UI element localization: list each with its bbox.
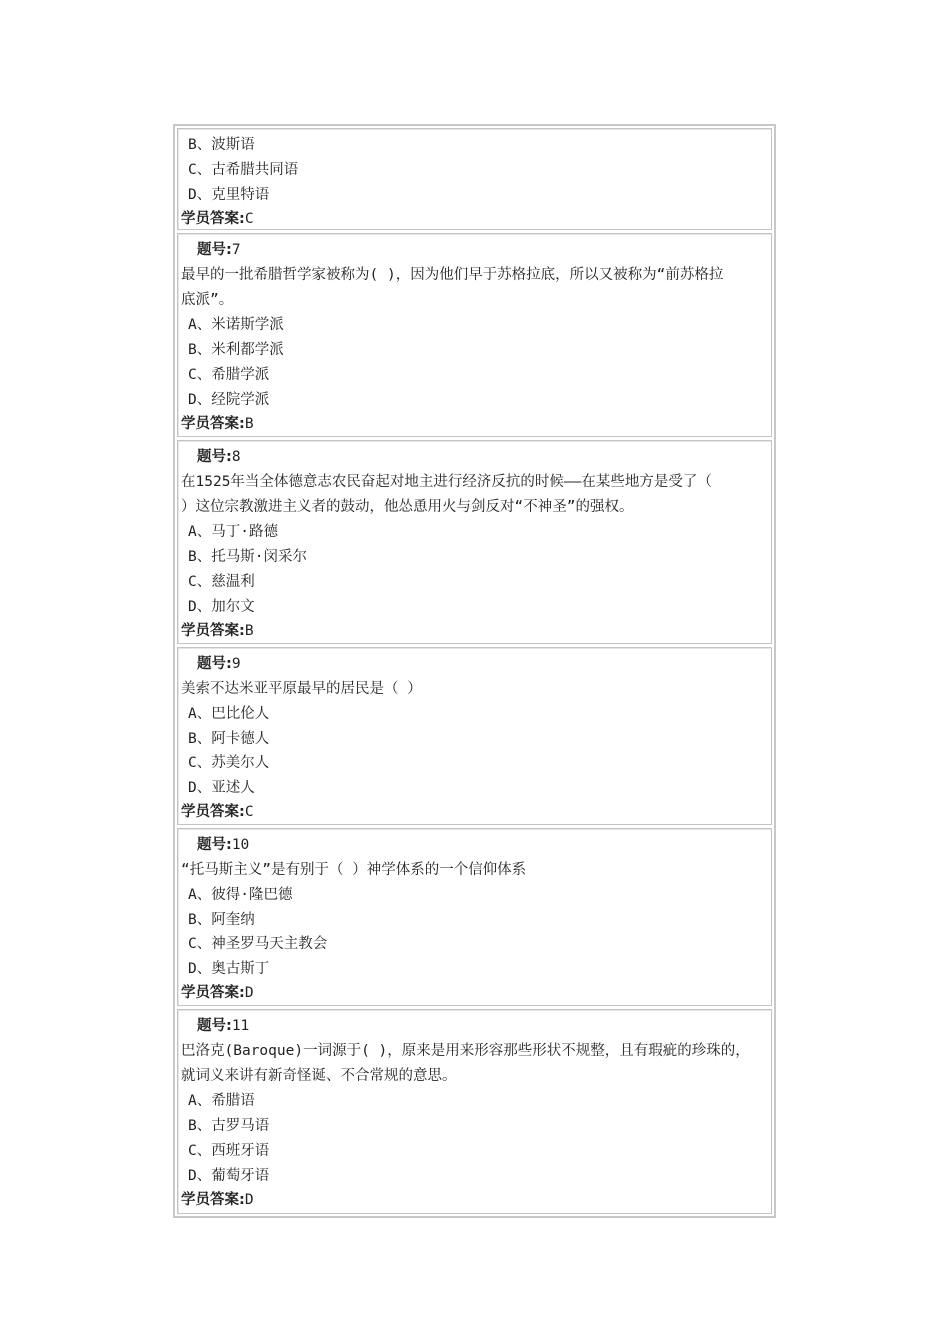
question-number [197, 833, 249, 858]
option-d: D、经院学派 [188, 392, 270, 408]
question-block-11 [177, 1009, 772, 1214]
option-c: C、西班牙语 [188, 1143, 270, 1159]
question-number [197, 238, 241, 263]
student-answer-label: 学员答案: [181, 416, 245, 432]
question-number-label: 题号: [197, 242, 232, 258]
student-answer-value: B [244, 623, 254, 639]
option-a: A、米诺斯学派 [188, 317, 284, 333]
student-answer-label: 学员答案: [181, 804, 245, 820]
student-answer-value: C [244, 804, 254, 820]
option-d: D、葡萄牙语 [188, 1168, 270, 1184]
student-answer [181, 1188, 254, 1213]
question-number [197, 652, 241, 677]
student-answer-value: C [244, 211, 254, 227]
option-c: C、慈温利 [188, 574, 255, 590]
option-a: A、巴比伦人 [188, 706, 270, 722]
question-block-7 [177, 233, 772, 437]
question-stem-line-1: 在1525年当全体德意志农民奋起对地主进行经济反抗的时候——在某些地方是受了（ [181, 474, 712, 490]
student-answer [181, 207, 254, 232]
question-stem-line-1: 巴洛克(Baroque)一词源于( )，原来是用来形容那些形状不规整，且有瑕疵的珍珠的， [181, 1043, 750, 1059]
option-c: C、苏美尔人 [188, 755, 270, 771]
option-b: B、米利都学派 [188, 342, 284, 358]
question-stem-line-2: ）这位宗教激进主义者的鼓动，他怂恿用火与剑反对“不神圣”的强权。 [181, 499, 634, 515]
option-c: C、神圣罗马天主教会 [188, 936, 328, 952]
option-b: B、波斯语 [188, 137, 255, 153]
option-b: B、阿卡德人 [188, 731, 270, 747]
quiz-frame [173, 124, 776, 1218]
option-d: D、亚述人 [188, 780, 255, 796]
question-number-value: 7 [231, 242, 241, 258]
student-answer-value: D [244, 1192, 254, 1208]
option-d: D、克里特语 [188, 187, 270, 203]
question-number-label: 题号: [197, 656, 232, 672]
student-answer [181, 981, 254, 1006]
question-number-label: 题号: [197, 837, 232, 853]
question-number-label: 题号: [197, 449, 232, 465]
question-stem-line-2: 就词义来讲有新奇怪诞、不合常规的意思。 [181, 1068, 457, 1084]
student-answer-label: 学员答案: [181, 623, 245, 639]
option-a: A、马丁·路德 [188, 524, 278, 540]
question-stem-line-1: 美索不达米亚平原最早的居民是（ ） [181, 681, 422, 697]
student-answer-label: 学员答案: [181, 985, 245, 1001]
question-number-value: 10 [231, 837, 250, 853]
student-answer-value: D [244, 985, 254, 1001]
student-answer [181, 619, 254, 644]
question-number-value: 11 [231, 1018, 250, 1034]
question-number-label: 题号: [197, 1018, 232, 1034]
student-answer [181, 412, 254, 437]
option-b: B、古罗马语 [188, 1118, 270, 1134]
option-a: A、希腊语 [188, 1093, 255, 1109]
question-number-value: 8 [231, 449, 241, 465]
option-a: A、彼得·隆巴德 [188, 887, 293, 903]
question-block-9 [177, 647, 772, 825]
question-block-8 [177, 440, 772, 644]
question-stem-line-1: 最早的一批希腊哲学家被称为( )，因为他们早于苏格拉底，所以又被称为“前苏格拉 [181, 267, 724, 283]
student-answer-value: B [244, 416, 254, 432]
question-block-10 [177, 828, 772, 1006]
student-answer-label: 学员答案: [181, 1192, 245, 1208]
student-answer [181, 800, 254, 825]
option-d: D、奥古斯丁 [188, 961, 270, 977]
option-d: D、加尔文 [188, 599, 255, 615]
question-block-6 [177, 128, 772, 230]
student-answer-label: 学员答案: [181, 211, 245, 227]
option-c: C、希腊学派 [188, 367, 270, 383]
option-b: B、阿奎纳 [188, 912, 255, 928]
question-stem-line-2: 底派”。 [181, 292, 234, 308]
option-c: C、古希腊共同语 [188, 162, 299, 178]
question-number-value: 9 [231, 656, 241, 672]
question-number [197, 445, 241, 470]
option-b: B、托马斯·闵采尔 [188, 549, 307, 565]
question-number [197, 1014, 249, 1039]
question-stem-line-1: “托马斯主义”是有别于（ ）神学体系的一个信仰体系 [181, 862, 527, 878]
